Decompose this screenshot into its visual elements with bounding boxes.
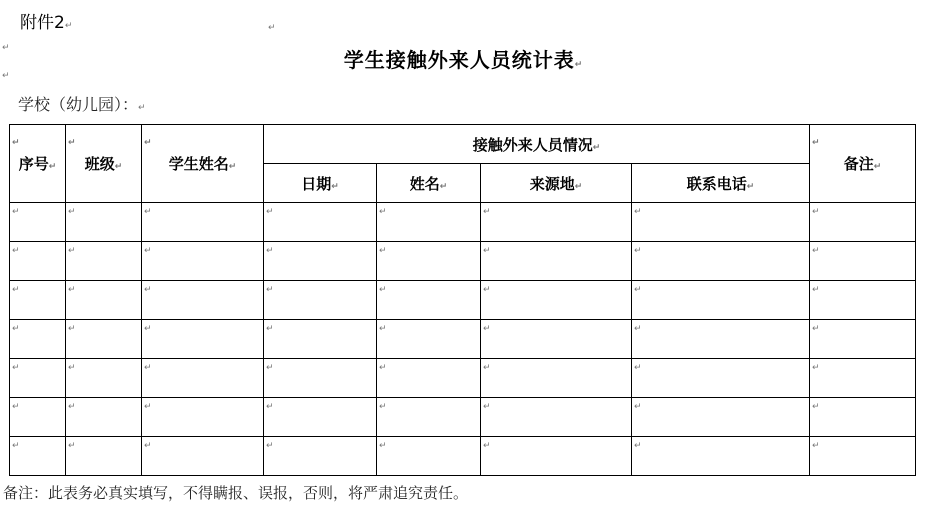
paragraph-mark: ↵ xyxy=(2,71,10,81)
paragraph-mark: ↵ xyxy=(266,363,274,373)
paragraph-mark: ↵ xyxy=(266,207,274,217)
paragraph-mark: ↵ xyxy=(634,285,642,295)
table-row xyxy=(10,242,916,281)
paragraph-mark: ↵ xyxy=(634,441,642,451)
contact-statistics-table xyxy=(9,124,916,476)
paragraph-mark: ↵ xyxy=(812,207,820,217)
paragraph-mark: ↵ xyxy=(68,285,76,295)
paragraph-mark: ↵ xyxy=(483,324,491,334)
paragraph-mark: ↵ xyxy=(138,103,146,113)
header-phone: 联系电话↵ xyxy=(632,164,810,203)
paragraph-mark: ↵ xyxy=(12,138,20,148)
paragraph-mark: ↵ xyxy=(68,441,76,451)
table-cell[interactable] xyxy=(142,359,264,398)
table-row xyxy=(10,359,916,398)
table-row xyxy=(10,398,916,437)
paragraph-mark: ↵ xyxy=(812,138,820,148)
paragraph-mark: ↵ xyxy=(483,207,491,217)
paragraph-mark: ↵ xyxy=(483,402,491,412)
paragraph-mark: ↵ xyxy=(12,285,20,295)
paragraph-mark: ↵ xyxy=(812,324,820,334)
paragraph-mark: ↵ xyxy=(228,162,237,172)
paragraph-mark: ↵ xyxy=(114,162,123,172)
table-cell[interactable] xyxy=(142,203,264,242)
paragraph-mark: ↵ xyxy=(64,21,73,31)
table-cell[interactable] xyxy=(481,320,632,359)
table-cell[interactable] xyxy=(66,437,142,476)
header-remark: ↵ 备注↵ xyxy=(810,125,916,203)
paragraph-mark: ↵ xyxy=(12,246,20,256)
table-cell[interactable] xyxy=(66,242,142,281)
table-cell[interactable] xyxy=(264,437,377,476)
paragraph-mark: ↵ xyxy=(812,246,820,256)
paragraph-mark: ↵ xyxy=(144,138,152,148)
paragraph-mark: ↵ xyxy=(483,363,491,373)
table-cell[interactable] xyxy=(810,359,916,398)
paragraph-mark: ↵ xyxy=(144,246,152,256)
table-cell[interactable] xyxy=(264,359,377,398)
paragraph-mark: ↵ xyxy=(634,246,642,256)
header-seq: ↵ 序号↵ xyxy=(10,125,66,203)
paragraph-mark: ↵ xyxy=(266,324,274,334)
table-row xyxy=(10,281,916,320)
attachment-label: 附件2↵ xyxy=(20,13,73,33)
paragraph-mark: ↵ xyxy=(574,60,584,70)
paragraph-mark: ↵ xyxy=(268,23,276,33)
table-cell[interactable] xyxy=(810,320,916,359)
paragraph-mark: ↵ xyxy=(12,402,20,412)
table-cell[interactable] xyxy=(377,320,481,359)
paragraph-mark: ↵ xyxy=(812,402,820,412)
table-row xyxy=(10,320,916,359)
table-cell[interactable] xyxy=(264,281,377,320)
table-cell[interactable] xyxy=(66,359,142,398)
paragraph-mark: ↵ xyxy=(12,441,20,451)
table-cell[interactable] xyxy=(810,398,916,437)
paragraph-mark: ↵ xyxy=(68,402,76,412)
document-title: 学生接触外来人员统计表↵ xyxy=(343,48,584,72)
paragraph-mark: ↵ xyxy=(634,207,642,217)
table-cell[interactable] xyxy=(377,203,481,242)
paragraph-mark: ↵ xyxy=(439,181,448,192)
paragraph-mark: ↵ xyxy=(12,324,20,334)
paragraph-mark: ↵ xyxy=(144,207,152,217)
table-cell[interactable] xyxy=(481,203,632,242)
paragraph-mark: ↵ xyxy=(144,441,152,451)
paragraph-mark: ↵ xyxy=(144,402,152,412)
header-date: 日期↵ xyxy=(264,164,377,203)
table-cell[interactable] xyxy=(10,398,66,437)
paragraph-mark: ↵ xyxy=(144,285,152,295)
table-cell[interactable] xyxy=(10,320,66,359)
paragraph-mark: ↵ xyxy=(379,402,387,412)
table-cell[interactable] xyxy=(377,359,481,398)
header-contact-group: 接触外来人员情况↵ xyxy=(264,125,810,164)
table-cell[interactable] xyxy=(10,281,66,320)
header-class: ↵ 班级↵ xyxy=(66,125,142,203)
paragraph-mark: ↵ xyxy=(634,363,642,373)
table-cell[interactable] xyxy=(632,281,810,320)
table-cell[interactable] xyxy=(481,359,632,398)
paragraph-mark: ↵ xyxy=(379,363,387,373)
table-cell[interactable] xyxy=(810,437,916,476)
paragraph-mark: ↵ xyxy=(379,285,387,295)
paragraph-mark: ↵ xyxy=(68,363,76,373)
paragraph-mark: ↵ xyxy=(812,363,820,373)
table-cell[interactable] xyxy=(377,281,481,320)
table-cell[interactable] xyxy=(632,398,810,437)
table-cell[interactable] xyxy=(264,398,377,437)
header-name: 姓名↵ xyxy=(377,164,481,203)
paragraph-mark: ↵ xyxy=(483,285,491,295)
paragraph-mark: ↵ xyxy=(483,441,491,451)
paragraph-mark: ↵ xyxy=(266,402,274,412)
paragraph-mark: ↵ xyxy=(483,246,491,256)
footnote: 备注：此表务必真实填写，不得瞒报、误报，否则，将严肃追究责任。 xyxy=(3,484,469,502)
paragraph-mark: ↵ xyxy=(873,162,882,172)
paragraph-mark: ↵ xyxy=(266,246,274,256)
paragraph-mark: ↵ xyxy=(331,181,339,192)
header-origin: 来源地↵ xyxy=(481,164,632,203)
table-cell[interactable] xyxy=(264,203,377,242)
paragraph-mark: ↵ xyxy=(68,207,76,217)
table-cell[interactable] xyxy=(10,203,66,242)
paragraph-mark: ↵ xyxy=(12,363,20,373)
paragraph-mark: ↵ xyxy=(144,324,152,334)
table-cell[interactable] xyxy=(632,437,810,476)
paragraph-mark: ↵ xyxy=(144,363,152,373)
table-cell[interactable] xyxy=(377,242,481,281)
table-cell[interactable] xyxy=(66,281,142,320)
paragraph-mark: ↵ xyxy=(48,162,57,172)
table-cell[interactable] xyxy=(481,281,632,320)
paragraph-mark: ↵ xyxy=(634,324,642,334)
paragraph-mark: ↵ xyxy=(574,181,583,192)
table-cell[interactable] xyxy=(142,437,264,476)
paragraph-mark: ↵ xyxy=(266,441,274,451)
header-student-name: ↵ 学生姓名↵ xyxy=(142,125,264,203)
table-cell[interactable] xyxy=(142,242,264,281)
table-cell[interactable] xyxy=(66,320,142,359)
table-cell[interactable] xyxy=(632,242,810,281)
table-cell[interactable] xyxy=(142,281,264,320)
table-cell[interactable] xyxy=(632,203,810,242)
table-cell[interactable] xyxy=(810,281,916,320)
table-cell[interactable] xyxy=(810,203,916,242)
paragraph-mark: ↵ xyxy=(12,207,20,217)
table-cell[interactable] xyxy=(10,359,66,398)
paragraph-mark: ↵ xyxy=(2,43,10,53)
paragraph-mark: ↵ xyxy=(379,207,387,217)
paragraph-mark: ↵ xyxy=(812,285,820,295)
table-cell[interactable] xyxy=(481,242,632,281)
table-cell[interactable] xyxy=(377,437,481,476)
school-label: 学校（幼儿园）：↵ xyxy=(18,95,146,114)
paragraph-mark: ↵ xyxy=(812,441,820,451)
table-cell[interactable] xyxy=(264,320,377,359)
table-cell[interactable] xyxy=(66,398,142,437)
paragraph-mark: ↵ xyxy=(68,246,76,256)
table-row xyxy=(10,203,916,242)
paragraph-mark: ↵ xyxy=(379,246,387,256)
table-cell[interactable] xyxy=(10,437,66,476)
table-cell[interactable] xyxy=(10,242,66,281)
paragraph-mark: ↵ xyxy=(379,324,387,334)
table-cell[interactable] xyxy=(66,203,142,242)
table-body xyxy=(10,203,916,476)
table-cell[interactable] xyxy=(142,398,264,437)
table-cell[interactable] xyxy=(810,242,916,281)
table-cell[interactable] xyxy=(481,437,632,476)
table-cell[interactable] xyxy=(481,398,632,437)
table-row xyxy=(10,437,916,476)
paragraph-mark: ↵ xyxy=(592,142,601,153)
paragraph-mark: ↵ xyxy=(266,285,274,295)
table-cell[interactable] xyxy=(632,359,810,398)
table-cell[interactable] xyxy=(377,398,481,437)
paragraph-mark: ↵ xyxy=(634,402,642,412)
paragraph-mark: ↵ xyxy=(68,138,76,148)
table-cell[interactable] xyxy=(264,242,377,281)
table-cell[interactable] xyxy=(632,320,810,359)
paragraph-mark: ↵ xyxy=(746,181,755,192)
paragraph-mark: ↵ xyxy=(379,441,387,451)
paragraph-mark: ↵ xyxy=(68,324,76,334)
table-cell[interactable] xyxy=(142,320,264,359)
